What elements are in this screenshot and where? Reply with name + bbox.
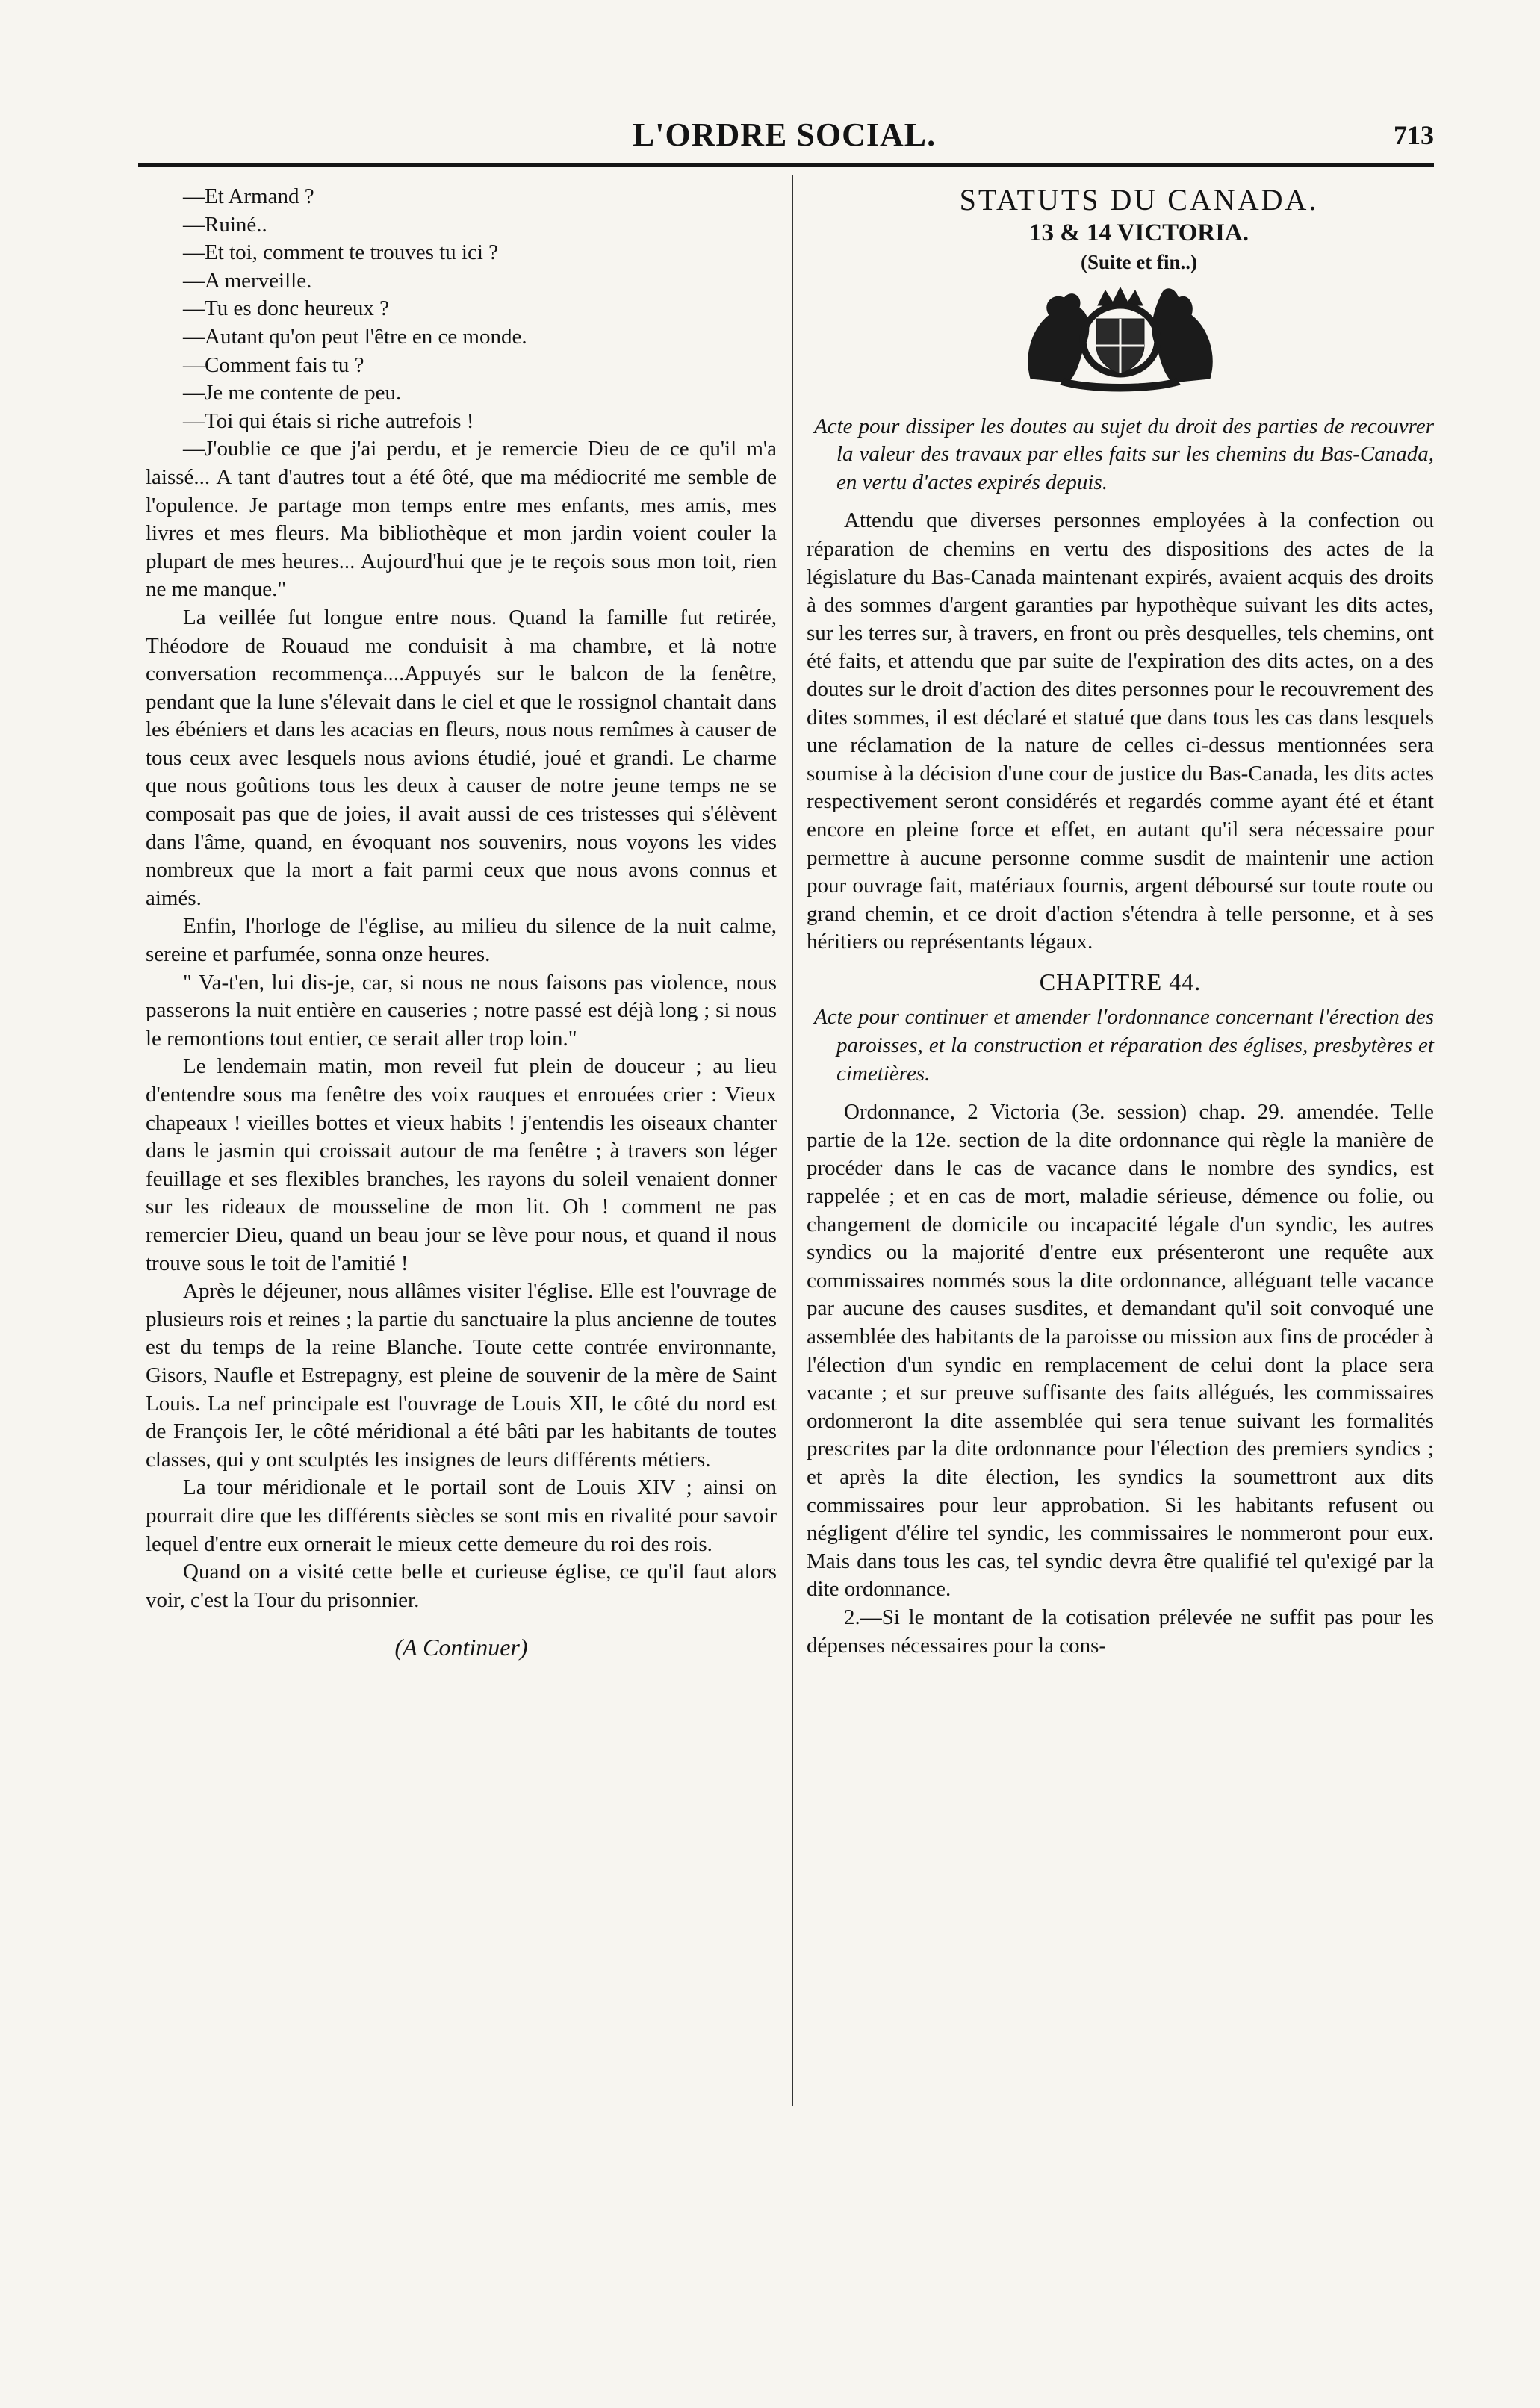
dialogue-line: —Tu es donc heureux ?: [183, 296, 389, 321]
story-paragraph: Enfin, l'horloge de l'église, au milieu du silence de la nuit calme, sereine et parfumée, sonna onze heures.: [146, 914, 777, 967]
column-divider: [792, 175, 793, 2106]
continuation-note: (Suite et fin..): [1081, 251, 1197, 273]
act-body: 2.—Si le montant de la cotisation prélevée ne suffit pas pour les dépenses nécessaires pour la cons-: [807, 1605, 1434, 1658]
to-be-continued: (A Continuer): [394, 1634, 528, 1661]
dialogue-line: —Toi qui étais si riche autrefois !: [183, 408, 474, 433]
dialogue-line: —A merveille.: [183, 268, 312, 293]
section-subtitle: 13 & 14 VICTORIA.: [1029, 220, 1249, 246]
page-number: 713: [1394, 120, 1434, 150]
left-column: [146, 183, 777, 1662]
story-paragraph: Le lendemain matin, mon reveil fut plein de douceur ; au lieu d'entendre sous ma fenêtre des voix rauques et enrouées crier : Vieux chapeaux ! vieilles bottes et vieux habits ! j'entendis les oiseaux chanter dans le jasmin qui croissait autour de ma fenêtre ; à travers son léger feuillage et ses flexibles branches, les rayons du soleil venaient donner sur les rideaux de mousseline de mon lit. Oh ! comment ne pas remercier Dieu, quand un beau jour se lève pour nous, et quand il nous trouve sous le toit de l'amitié !: [146, 1054, 777, 1275]
story-paragraph: Quand on a visité cette belle et curieuse église, ce qu'il faut alors voir, c'est la Tour du prisonnier.: [146, 1560, 777, 1612]
dialogue-paragraph: —J'oublie ce que j'ai perdu, et je remercie Dieu de ce qu'il m'a laissé... A tant d'autres tout a été ôté, que ma médiocrité me semble de l'opulence. Je partage mon temps entre mes enfants, mes amis, mes livres et mes fleurs. Ma bibliothèque et mon jardin voient couler la plupart de mes heures... Aujourd'hui que je te reçois sous mon toit, rien ne me manque.": [146, 437, 777, 602]
story-paragraph: Après le déjeuner, nous allâmes visiter l'église. Elle est l'ouvrage de plusieurs rois et reines ; la partie du sanctuaire la plus ancienne de toutes est du temps de la reine Blanche. Toute cette contrée environnante, Gisors, Naufle et Estrepagny, est pleine de souvenir de la mère de Saint Louis. La nef principale est l'ouvrage de Louis XII, le côté du nord est de François Ier, le côté méridional a été bâti par les habitants de toutes classes, qui y ont sculptés les insignes de leurs différents métiers.: [146, 1279, 777, 1472]
right-column: [807, 183, 1434, 1660]
dialogue-line: —Et toi, comment te trouves tu ici ?: [183, 240, 499, 265]
page-header: [134, 112, 1434, 164]
act-body: Ordonnance, 2 Victoria (3e. session) chap. 29. amendée. Telle partie de la 12e. section de la dite ordonnance qui règle la manière de procéder dans le cas de vacance dans le nombre des syndics, est rappelée ; et en cas de mort, maladie sérieuse, démence ou folie, ou changement de domicile ou incapacité légale d'un syndic, les autres syndics ou la majorité d'entre eux présenteront une requête aux commissaires nommés sous la dite ordonnance, alléguant telle vacance par aucune des causes susdites, et demandant qu'il soit convoqué une assemblée des habitants de la paroisse ou mission aux fins de procéder à l'élection d'un syndic en remplacement de celui dont la place sera vacante ; et sur preuve suffisante des faits allégués, les commissaires ordonneront la dite assemblée qui sera tenue suivant les formalités prescrites par la dite ordonnance pour l'élection des premiers syndics ; et après la dite élection, les syndics la soumettront aux dits commissaires pour leur approbation. Si les habitants refusent ou négligent d'élire tel syndic, les commissaires le nommeront pour eux. Mais dans tous les cas, tel syndic devra être qualifié tel qu'exigé par la dite ordonnance.: [807, 1100, 1434, 1602]
dialogue-line: —Comment fais tu ?: [183, 352, 364, 377]
story-paragraph: La veillée fut longue entre nous. Quand la famille fut retirée, Théodore de Rouaud me conduisit à ma chambre, et là notre conversation recommença....Appuyés sur le balcon de la fenêtre, pendant que la lune s'élevait dans le ciel et que le rossignol chantait dans les ébéniers et dans les acacias en fleurs, nous nous remîmes à causer de tous ceux avec lesquels nous avions étudié, joué et grandi. Le charme que nous goûtions tous les deux à causer de notre jeune temps ne se composait pas que de joies, il avait aussi de ces tristesses qui s'élèvent dans l'âme, quand, en évoquant nos souvenirs, nous voyons les vides nombreux que la mort a fait parmi ceux que nous avons connus et aimés.: [146, 605, 777, 910]
act-title: Acte pour dissiper les doutes au sujet du droit des parties de recouvrer la valeur des travaux par elles faits sur les chemins du Bas-Canada, en vertu d'actes expirés depuis.: [814, 414, 1434, 494]
header-rule: [138, 163, 1434, 167]
act-body: Attendu que diverses personnes employées à la confection ou réparation de chemins en vertu des dispositions des actes de la législature du Bas-Canada maintenant expirés, avaient acquis des droits à des sommes d'argent garanties par hypothèque suivant les dits actes, sur les terres sur, à travers, en front ou près desquelles, tels chemins, ont été faits, et attendu que par suite de l'expiration des dits actes, on a des doutes sur le droit d'action des dites personnes pour le recouvrement des dites sommes, il est déclaré et statué que dans tous les cas dans lesquels une réclamation de la nature de celles ci-dessus mentionnées sera soumise à la décision d'une cour de justice du Bas-Canada, les dits actes respectivement seront considérés et regardés comme ayant été et étant encore en pleine force et effet, en autant qu'il sera nécessaire pour permettre à aucune personne comme susdit de maintenir une action pour ouvrage fait, matériaux fournis, argent déboursé sur toute route ou grand chemin, et ce droit d'action s'étendra à telle personne, et à ses héritiers ou représentants légaux.: [807, 508, 1434, 954]
story-paragraph: La tour méridionale et le portail sont de Louis XIV ; ainsi on pourrait dire que les différents siècles se sont mis en rivalité pour savoir lequel d'entre eux ornerait le mieux cette demeure du roi des rois.: [146, 1475, 777, 1556]
dialogue-line: —Je me contente de peu.: [183, 381, 402, 405]
dialogue-line: —Ruiné..: [183, 212, 267, 237]
dialogue-line: —Et Armand ?: [183, 184, 314, 208]
royal-coat-of-arms-icon: [1008, 281, 1232, 393]
act-title: Acte pour continuer et amender l'ordonnance concernant l'érection des paroisses, et la construction et réparation des églises, presbytères et cimetières.: [814, 1005, 1434, 1086]
story-paragraph: " Va-t'en, lui dis-je, car, si nous ne nous faisons pas violence, nous passerons la nuit entière en causeries ; notre passé est déjà long ; si nous le remontions tout entier, ce serait aller trop loin.": [146, 970, 777, 1051]
journal-title: L'ORDRE SOCIAL.: [632, 116, 937, 153]
section-title: STATUTS DU CANADA.: [959, 183, 1319, 217]
dialogue-line: —Autant qu'on peut l'être en ce monde.: [183, 324, 527, 349]
chapter-heading: CHAPITRE 44.: [1039, 968, 1202, 995]
